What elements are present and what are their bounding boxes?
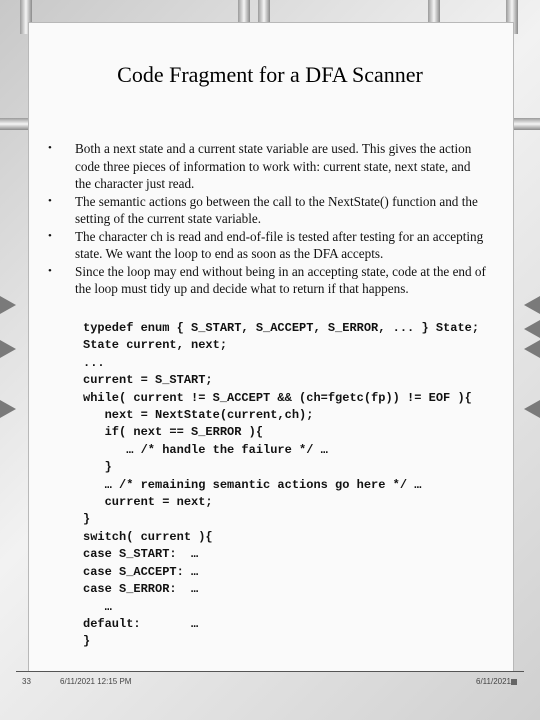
code-line: next = NextState(current,ch); — [83, 408, 314, 423]
frame-notch — [524, 320, 540, 338]
code-line: default: … — [83, 616, 199, 631]
code-line: while( current != S_ACCEPT && (ch=fgetc(fp)) != EOF ){ — [83, 390, 472, 405]
code-line: if( next == S_ERROR ){ — [83, 425, 264, 440]
code-line: State current, next; — [83, 338, 228, 353]
footer-divider — [16, 671, 524, 672]
footer-date-left: 6/11/2021 12:15 PM — [60, 677, 132, 686]
bullet-text: The character ch is read and end-of-file is tested after testing for an accepting state. We want the loop to end as soon as the DFA accepts. — [75, 228, 484, 261]
code-line: } — [83, 512, 91, 527]
code-line: typedef enum { S_START, S_ACCEPT, S_ERROR, ... } State; — [83, 321, 480, 335]
code-line: … /* handle the failure */ … — [83, 442, 328, 457]
bullet-item — [48, 228, 488, 263]
frame-notch — [0, 340, 16, 358]
code-line: current = next; — [83, 495, 213, 510]
bullet-list — [48, 140, 488, 298]
code-line: } — [83, 460, 112, 475]
frame-notch — [0, 400, 16, 418]
code-line: switch( current ){ — [83, 529, 213, 544]
frame-notch — [0, 296, 16, 314]
bullet-icon: • — [48, 229, 52, 242]
bullet-text: The semantic actions go between the call to the NextState() function and the setting of the current state variable. — [75, 193, 478, 226]
footer-date-right: 6/11/2021 — [476, 677, 511, 686]
code-line: case S_ACCEPT: … — [83, 564, 199, 579]
bullet-icon: • — [48, 264, 52, 277]
frame-bevel — [510, 118, 540, 130]
bullet-item — [48, 140, 488, 193]
page-number: 33 — [22, 677, 31, 686]
code-line: … /* remaining semantic actions go here */ … — [83, 477, 422, 492]
code-line: … — [83, 599, 112, 614]
code-line: ... — [83, 355, 105, 370]
bullet-text: Both a next state and a current state variable are used. This gives the action code three pieces of information to work with: current state, next state, and the character just read. — [75, 141, 472, 191]
end-marker-icon — [511, 679, 517, 685]
frame-notch — [524, 400, 540, 418]
frame-bevel — [0, 118, 30, 130]
slide-title: Code Fragment for a DFA Scanner — [117, 62, 423, 87]
bullet-icon: • — [48, 142, 52, 154]
bullet-icon: • — [48, 194, 52, 207]
code-line: current = S_START; — [83, 373, 213, 388]
bullet-text: Since the loop may end without being in an accepting state, code at the end of the loop must tidy up and decide what to return if that happens. — [75, 263, 486, 296]
frame-notch — [524, 340, 540, 358]
code-block — [83, 320, 479, 651]
code-line: case S_ERROR: … — [83, 582, 199, 597]
frame-notch — [524, 296, 540, 314]
code-line: } — [83, 634, 91, 649]
code-line: case S_START: … — [83, 547, 199, 562]
bullet-item — [48, 193, 488, 228]
bullet-item — [48, 263, 488, 298]
